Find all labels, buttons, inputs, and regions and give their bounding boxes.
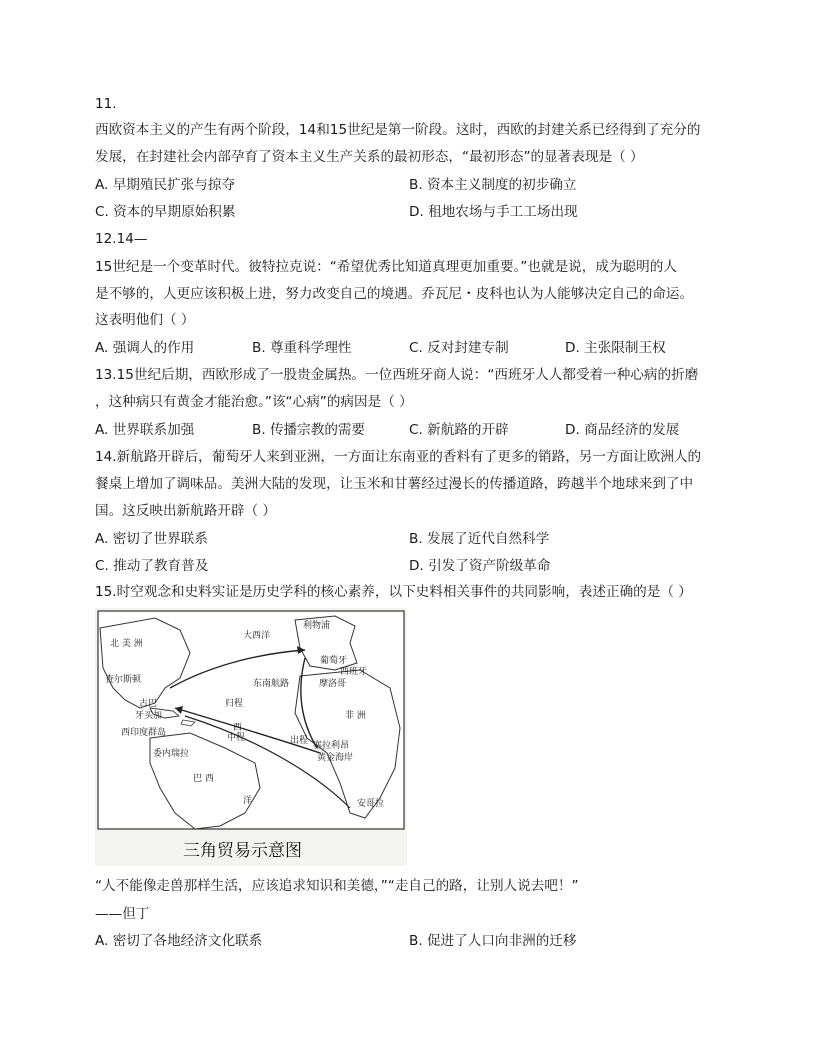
q13-option-b[interactable]: B. 传播宗教的需要: [252, 422, 366, 438]
q12-option-c[interactable]: C. 反对封建专制: [409, 340, 509, 356]
label-route-outbound: 出程: [290, 736, 309, 746]
q15-option-a[interactable]: A. 密切了各地经济文化联系: [95, 933, 263, 949]
label-guinea: 塞拉利昂: [313, 741, 350, 751]
label-atlantic: 大西洋: [243, 631, 271, 641]
label-route-southeast: 东南航路: [253, 679, 290, 689]
q13-option-a[interactable]: A. 世界联系加强: [95, 422, 195, 438]
q12-stem-line3: 这表明他们（ ）: [95, 312, 195, 328]
q14-stem-line3: 国。这反映出新航路开辟（ ）: [95, 503, 277, 519]
q11-option-d[interactable]: D. 租地农场与手工工场出现: [409, 204, 578, 220]
q11-option-a[interactable]: A. 早期殖民扩张与掠夺: [95, 177, 236, 193]
label-west: 西: [233, 723, 243, 733]
q11-number: 11.: [95, 96, 117, 112]
q14-stem-line2: 餐桌上增加了调味品。美洲大陆的发现，让玉米和甘薯经过漫长的传播道路，跨越半个地球来到了中: [95, 476, 694, 492]
q12-stem-line2: 是不够的，人更应该积极上进，努力改变自己的境遇。乔瓦尼・皮科也认为人能够决定自己的命运。: [95, 286, 694, 302]
q15-stem: 15.时空观念和史料实证是历史学科的核心素养，以下史料相关事件的共同影响，表述正确的是（ ）: [95, 584, 692, 600]
q11-stem-line2: 发展，在封建社会内部孕育了资本主义生产关系的最初形态，“最初形态”的显著表现是（ ）: [95, 149, 644, 165]
q14-option-b[interactable]: B. 发展了近代自然科学: [409, 531, 550, 547]
q13-option-d[interactable]: D. 商品经济的发展: [565, 422, 680, 438]
q14-option-d[interactable]: D. 引发了资产阶级革命: [409, 558, 551, 574]
label-angola: 安哥拉: [357, 799, 385, 809]
q15-option-b[interactable]: B. 促进了人口向非洲的迁移: [409, 933, 577, 949]
q14-option-a[interactable]: A. 密切了世界联系: [95, 531, 208, 547]
label-england: 利物浦: [303, 621, 331, 631]
label-cuba: 古巴: [139, 699, 158, 709]
label-west-indies: 西印度群岛: [121, 728, 167, 738]
label-spain: 西班牙: [340, 667, 368, 677]
label-route-middle: 中程: [227, 733, 246, 743]
label-charleston: 查尔斯顿: [105, 675, 142, 685]
q15-quote-source: ——但丁: [95, 906, 150, 922]
label-africa: 非 洲: [345, 711, 366, 721]
label-north-america: 北 美 洲: [110, 639, 143, 649]
label-morocco: 摩洛哥: [319, 679, 347, 689]
q14-option-c[interactable]: C. 推动了教育普及: [95, 558, 209, 574]
label-ocean: 洋: [243, 796, 253, 806]
q11-option-c[interactable]: C. 资本的早期原始积累: [95, 204, 236, 220]
q12-option-b[interactable]: B. 尊重科学理性: [252, 340, 352, 356]
triangle-trade-map: [95, 608, 407, 866]
label-route-return: 归程: [225, 699, 244, 709]
q12-option-d[interactable]: D. 主张限制王权: [565, 340, 666, 356]
map-title: 三角贸易示意图: [183, 841, 302, 861]
q13-stem-line1: 13.15世纪后期，西欧形成了一股贵金属热。一位西班牙商人说：“西班牙人人都受着一种心病的折磨: [95, 367, 699, 383]
q14-stem-line1: 14.新航路开辟后，葡萄牙人来到亚洲，一方面让东南亚的香料有了更多的销路，另一方面让欧洲人的: [95, 449, 702, 465]
q15-quote: “人不能像走兽那样生活，应该追求知识和美德，”“走自己的路，让别人说去吧！”: [95, 878, 579, 894]
q13-stem-line2: ，这种病只有黄金才能治愈。”该“心病”的病因是（ ）: [95, 394, 413, 410]
label-jamaica: 牙买加: [135, 711, 163, 721]
q12-option-a[interactable]: A. 强调人的作用: [95, 340, 195, 356]
q13-option-c[interactable]: C. 新航路的开辟: [409, 422, 509, 438]
q12-stem-line1: 15世纪是一个变革时代。彼特拉克说：“希望优秀比知道真理更加重要。”也就是说，成为聪明的人: [95, 259, 677, 275]
q11-stem-line1: 西欧资本主义的产生有两个阶段，14和15世纪是第一阶段。这时，西欧的封建关系已经得到了充分的: [95, 122, 701, 138]
q12-number: 12.14—: [95, 231, 148, 247]
label-venezuela: 委内瑞拉: [153, 749, 190, 759]
label-portugal: 葡萄牙: [320, 656, 348, 666]
q11-option-b[interactable]: B. 资本主义制度的初步确立: [409, 177, 577, 193]
label-brazil: 巴 西: [193, 774, 214, 784]
label-gold-coast: 黄金海岸: [317, 753, 354, 763]
